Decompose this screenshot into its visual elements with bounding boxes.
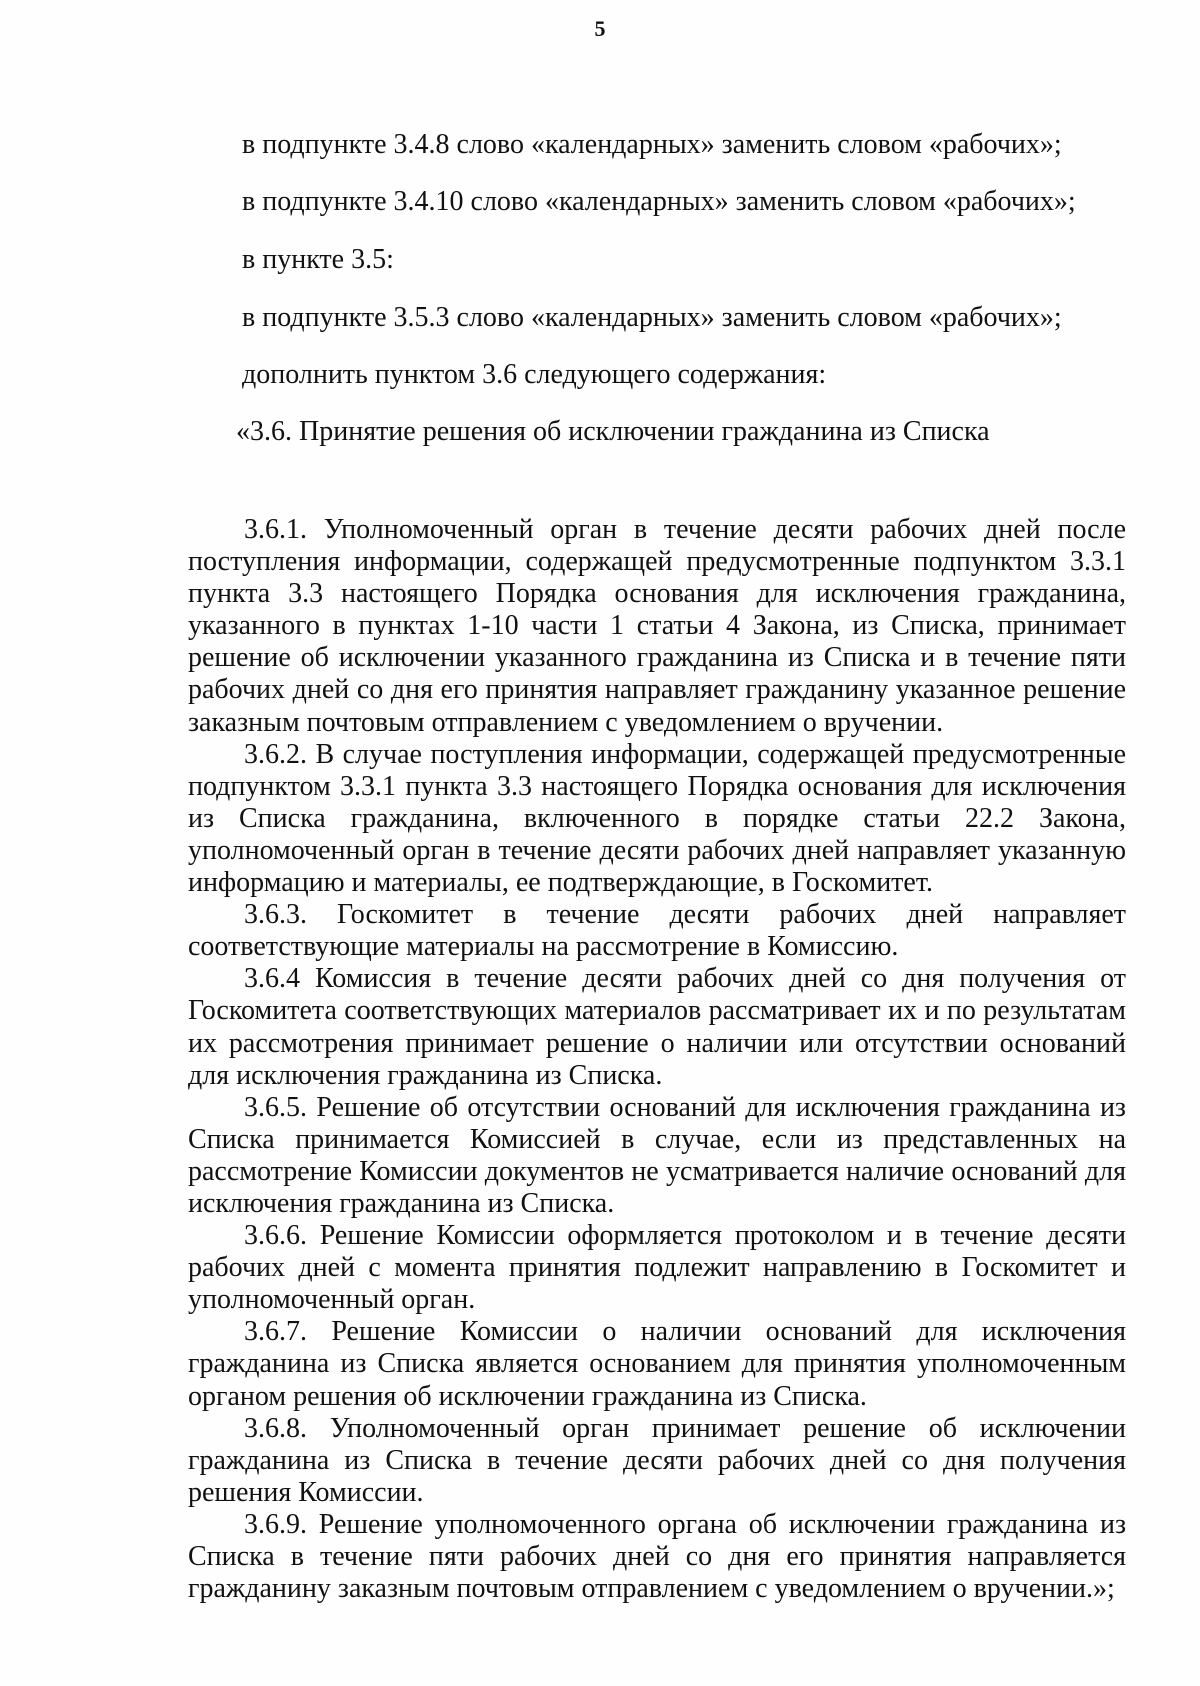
intro-line-5: дополнить пунктом 3.6 следующего содержания: xyxy=(242,359,827,390)
paragraph-3-6-5: 3.6.5. Решение об отсутствии оснований для исключения гражданина из Списка принимается Комиссией в случае, если из представленных на рассмотрение Комиссии документов не усматривается наличие оснований для исключения гражданина из Списка. xyxy=(188,1091,1126,1219)
section-body xyxy=(188,514,1126,1605)
paragraph-3-6-2: 3.6.2. В случае поступления информации, содержащей предусмотренные подпунктом 3.3.1 пункта 3.3 настоящего Порядка основания для исключения из Списка гражданина, включенного в порядке статьи 22.2 Закона, уполномоченный орган в течение десяти рабочих дней направляет указанную информацию и материалы, ее подтверждающие, в Госкомитет. xyxy=(188,738,1126,899)
paragraph-3-6-6: 3.6.6. Решение Комиссии оформляется протоколом и в течение десяти рабочих дней с момента принятия подлежит направлению в Госкомитет и уполномоченный орган. xyxy=(188,1220,1126,1316)
intro-line-2: в подпункте 3.4.10 слово «календарных» заменить словом «рабочих»; xyxy=(242,186,1076,217)
paragraph-3-6-4: 3.6.4 Комиссия в течение десяти рабочих дней со дня получения от Госкомитета соответствующих материалов рассматривает их и по результатам их рассмотрения принимает решение о наличии или отсутствии оснований для исключения гражданина из Списка. xyxy=(188,963,1126,1091)
intro-line-4: в подпункте 3.5.3 слово «календарных» заменить словом «рабочих»; xyxy=(242,302,1062,333)
page-number: 5 xyxy=(594,16,606,41)
paragraph-3-6-7: 3.6.7. Решение Комиссии о наличии оснований для исключения гражданина из Списка является основанием для принятия уполномоченным органом решения об исключении гражданина из Списка. xyxy=(188,1316,1126,1412)
paragraph-3-6-1: 3.6.1. Уполномоченный орган в течение десяти рабочих дней после поступления информации, содержащей предусмотренные подпунктом 3.3.1 пункта 3.3 настоящего Порядка основания для исключения гражданина, указанного в пунктах 1-10 части 1 статьи 4 Закона, из Списка, принимает решение об исключении указанного гражданина из Списка и в течение пяти рабочих дней со дня его принятия направляет гражданину указанное решение заказным почтовым отправлением с уведомлением о вручении. xyxy=(188,514,1126,738)
intro-line-1: в подпункте 3.4.8 слово «календарных» заменить словом «рабочих»; xyxy=(242,129,1062,160)
intro-line-3: в пункте 3.5: xyxy=(242,244,394,275)
paragraph-3-6-8: 3.6.8. Уполномоченный орган принимает решение об исключении гражданина из Списка в течение десяти рабочих дней со дня получения решения Комиссии. xyxy=(188,1412,1126,1508)
paragraph-3-6-3: 3.6.3. Госкомитет в течение десяти рабочих дней направляет соответствующие материалы на рассмотрение в Комиссию. xyxy=(188,899,1126,963)
section-heading: «3.6. Принятие решения об исключении гражданина из Списка xyxy=(236,416,990,447)
paragraph-3-6-9: 3.6.9. Решение уполномоченного органа об исключении гражданина из Списка в течение пяти рабочих дней со дня его принятия направляется гражданину заказным почтовым отправлением с уведомлением о вручении.»; xyxy=(188,1508,1126,1605)
